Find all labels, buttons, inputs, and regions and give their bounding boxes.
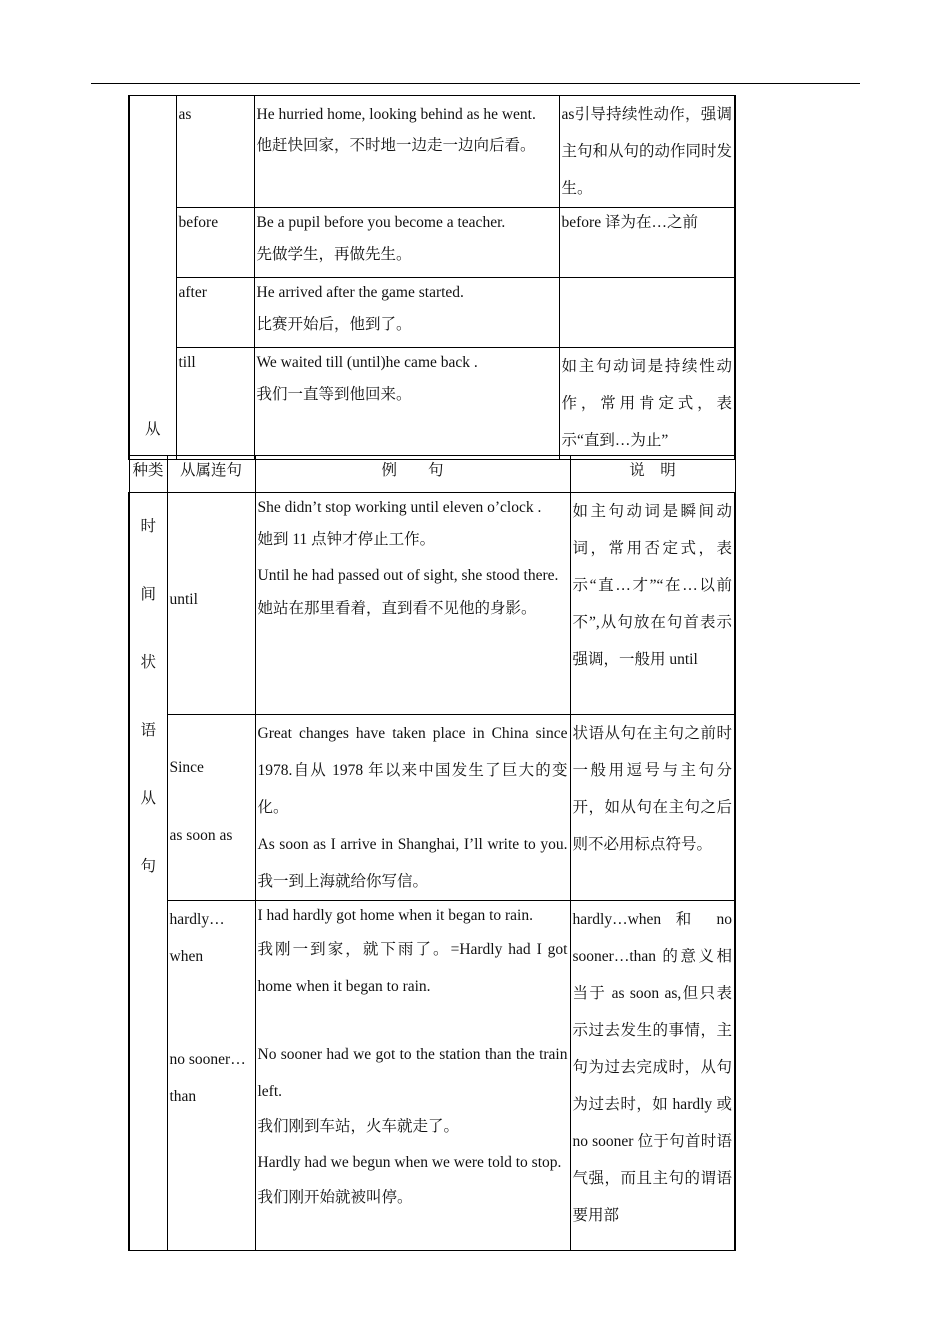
- note-text: as引导持续性动作，强调主句和从句的动作同时发生。: [561, 106, 733, 197]
- example-cn: 她到 11 点钟才停止工作。: [257, 531, 436, 548]
- conj-cell: [167, 493, 255, 715]
- table-row: [129, 96, 735, 208]
- example-cell: [255, 715, 570, 901]
- example-cell: [254, 96, 559, 208]
- conj-cell: [176, 348, 254, 460]
- example-cell: [254, 208, 559, 278]
- header-note: 说 明: [570, 456, 735, 493]
- example-cn: 先做学生，再做先生。: [256, 246, 412, 263]
- table-row: [129, 348, 735, 460]
- note-cell: [559, 278, 735, 348]
- example-text: He arrived after the game started.: [256, 284, 464, 301]
- note-cell: [570, 715, 735, 901]
- example-text: She didn’t stop working until eleven o’clock .: [257, 499, 542, 516]
- conj-text: as: [178, 106, 192, 123]
- note-text: before 译为在…之前: [561, 214, 698, 231]
- conj-text: till: [178, 354, 196, 371]
- example-text: Great changes have taken place in China since 1978.自从 1978 年以来中国发生了巨大的变化。: [257, 725, 568, 816]
- time-clause-table: [128, 455, 736, 1251]
- kind-label: 从: [144, 421, 161, 438]
- note-cell: [570, 493, 735, 715]
- kind-char: 句: [140, 858, 156, 875]
- example-cn: 我们刚到车站，火车就走了。: [257, 1118, 460, 1135]
- conj-cell: [167, 715, 255, 901]
- example-text: As soon as I arrive in Shanghai, I’ll write to you.我一到上海就给你写信。: [257, 836, 568, 890]
- example-text: I had hardly got home when it began to rain.: [257, 907, 533, 924]
- note-text: 如主句动词是持续性动作，常用肯定式，表示“直到…为止”: [561, 358, 732, 449]
- example-text: Be a pupil before you become a teacher.: [256, 214, 506, 231]
- table-row: [129, 493, 735, 715]
- conj-cell: [167, 901, 255, 1251]
- kind-cell: [129, 96, 176, 460]
- example-cell: [254, 278, 559, 348]
- header-kind: 种类: [129, 456, 167, 493]
- note-cell: [559, 96, 735, 208]
- kind-char: 间: [140, 586, 156, 603]
- example-text: We waited till (until)he came back .: [256, 354, 478, 371]
- example-cell: [255, 493, 570, 715]
- example-cn: 比赛开始后，他到了。: [256, 316, 412, 333]
- conj-text: after: [178, 284, 207, 301]
- conj-text: as soon as: [169, 827, 233, 844]
- example-cell: [254, 348, 559, 460]
- example-text: He hurried home, looking behind as he went.: [256, 106, 536, 123]
- header-rule: [91, 83, 860, 84]
- kind-char: 时: [140, 518, 156, 535]
- example-text: Until he had passed out of sight, she stood there.: [257, 567, 559, 584]
- example-cn: 我们一直等到他回来。: [256, 386, 412, 403]
- example-cell: [255, 901, 570, 1251]
- conj-text: before: [178, 214, 219, 231]
- header-example: 例 句: [255, 456, 570, 493]
- note-text: hardly…when 和 no sooner…than 的意义相当于 as soon as,但只表示过去发生的事情，主句为过去完成时，从句为过去时，如 hardly 或 no sooner 位于句首时语气强，而且主句的谓语要用部: [572, 911, 732, 1224]
- table-row: [129, 715, 735, 901]
- continued-table: [128, 95, 736, 460]
- kind-cell: [129, 493, 167, 1251]
- example-cn: 他赶快回家，不时地一边走一边向后看。: [256, 137, 536, 154]
- conj-text: Since: [169, 759, 204, 776]
- example-cn: 我刚一到家，就下雨了。=Hardly had I got home when it began to rain.: [257, 941, 568, 995]
- table-header-row: [129, 456, 735, 493]
- conj-text: hardly…when: [169, 911, 225, 965]
- note-cell: [570, 901, 735, 1251]
- header-conj: 从属连句: [167, 456, 255, 493]
- example-text: Hardly had we begun when we were told to stop.: [257, 1154, 562, 1171]
- note-cell: [559, 208, 735, 278]
- example-text: No sooner had we got to the station than the train left.: [257, 1046, 568, 1100]
- table-row: [129, 901, 735, 1251]
- table-row: [129, 278, 735, 348]
- note-cell: [559, 348, 735, 460]
- conj-cell: [176, 208, 254, 278]
- kind-char: 从: [140, 790, 156, 807]
- conj-cell: [176, 278, 254, 348]
- conj-text: until: [169, 591, 198, 608]
- example-cn: 我们刚开始就被叫停。: [257, 1189, 413, 1206]
- conj-cell: [176, 96, 254, 208]
- conj-text: no sooner…than: [169, 1051, 246, 1105]
- note-text: 状语从句在主句之前时一般用逗号与主句分开，如从句在主句之后则不必用标点符号。: [572, 725, 732, 853]
- example-cn: 她站在那里看着，直到看不见他的身影。: [257, 600, 537, 617]
- note-text: 如主句动词是瞬间动词，常用否定式，表示“直…才”“在…以前不”,从句放在句首表示强调，一般用 until: [572, 503, 732, 668]
- kind-char: 状: [140, 654, 156, 671]
- kind-char: 语: [140, 722, 156, 739]
- table-row: [129, 208, 735, 278]
